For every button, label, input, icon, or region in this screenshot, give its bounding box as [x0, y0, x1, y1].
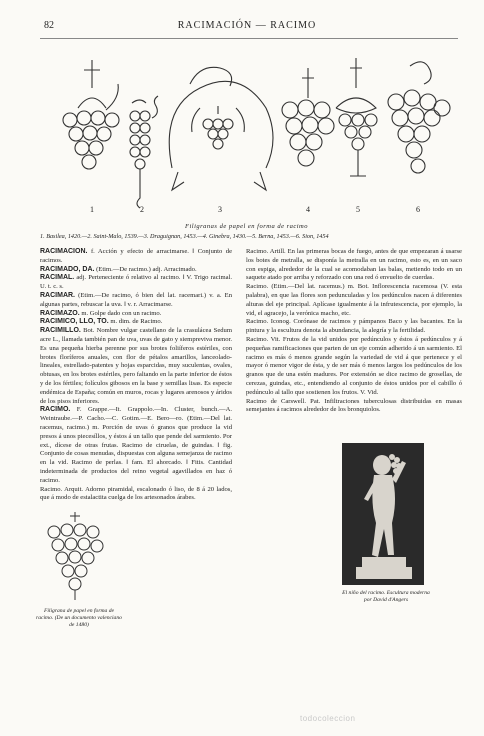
- entry-text: Racimo. Artill. En las primeras bocas de fuego, antes de que empezaran á usarse los botes de metralla, se disponía la metralla en un racimo, esto es, en un saco con espiga, alrededor de la cual se acomodaban las balas, metiendo todo en un saquete atado por arriba y reforzado con una red ó envuelto de cuerdas.: [246, 248, 462, 282]
- entry-paragraph: [40, 406, 232, 485]
- grape-watermarks-illustration: [40, 48, 460, 218]
- entry-paragraph: [40, 292, 232, 310]
- fig-number-3: 3: [218, 205, 222, 214]
- watermark-3: [169, 67, 273, 190]
- photo-caption: El niño del racimo. Escultura moderna por David d'Angers: [342, 590, 430, 603]
- small-figure-caption: Filigrana de papel en forma de racimo. (De un documento valenciano de 1480): [36, 608, 122, 628]
- fig-number-5: 5: [356, 205, 360, 214]
- entry-text: m. Golpe dado con un racimo.: [79, 309, 162, 317]
- grape-cluster-illustration: [40, 508, 110, 603]
- watermark-4: [282, 68, 334, 166]
- figure-caption: Filigranas de papel en forma de racimo: [185, 223, 308, 230]
- entry-headword: RACIMAR.: [40, 291, 75, 299]
- entry-paragraph: [40, 274, 232, 292]
- entry-text: Racimo. Vit. Frutos de la vid unidos por pedúnculos y éstos á pedúnculos y á pequeñas ramificaciones que parten de un eje común adherido á un sarmiento. El racimo es más ó menos grande según la variedad de vid á que pertenece y el mayor ó menor vigor de ésta, y de ser más ó menos largos los pedúnculos de los granos que de una estén madures. Por extensión se dice racimo de grosellas, de cerezas, guindas, etc., entendiendo al conjunto de éstos unidos por el cabillo ó pedúnculo al tallo que sostienen los frutos. V. Vid.: [246, 335, 462, 396]
- entry-text: Racimo. (Etim.—Del lat. racemus.) m. Bot. Inflorescencia racemosa (V. esta palabra), en que las flores son pedunculadas y los pedúnculos nacen á diferentes alturas del eje principal. Aplícase igualmente á la infrutescencia, por ejemplo, la vid, el agracejo, la verónica macho, etc.: [246, 283, 462, 317]
- entry-text: f. Acción y efecto de arracimarse. ‖ Conjunto de racimos.: [40, 248, 232, 264]
- entry-text: Racimo. Arquit. Adorno piramidal, escalonado ó liso, de 8 á 20 lados, que á modo de estalactita cuelga de los artesonados árabes.: [40, 485, 232, 502]
- entry-headword: RACIMADO, DA.: [40, 265, 95, 273]
- entry-text: Racimo de Carswell. Pat. Infiltraciones tuberculosas distribuidas en masas semejantes á racimos alrededor de los bronquiolos.: [246, 397, 462, 414]
- page-header: [40, 20, 454, 34]
- entry-paragraph: [40, 266, 232, 275]
- watermark-figure: [40, 48, 460, 218]
- entry-paragraph: [40, 248, 232, 266]
- watermark-5: [336, 58, 377, 176]
- entry-text: (Etim.—De racimo.) adj. Arracimado.: [94, 265, 197, 273]
- watermark-2: [130, 96, 158, 208]
- watermark-6: [388, 62, 450, 173]
- entry-paragraph: [246, 283, 462, 318]
- entry-headword: RACIMAL.: [40, 274, 75, 282]
- entry-paragraph: [40, 310, 232, 319]
- fig-number-2: 2: [140, 205, 144, 214]
- entry-text: F. Grappe.—It. Grappolo.—In. Cluster, bunch.—A. Weintraube.—P. Cacho.—C. Gotim.—E. Bero—ro. (Etim.—Del lat. racemus, racimo.) m. Porción de uvas ó granos que produce la vid presos á unos piecesíllos, y éstos á un tallo que pende del sarmiento. Por ext., dícese de otras frutas. Racimo de ciruelas, de guindas. ‖ fig. Conjunto de cosas menudas, dispuestas con alguna semejanza de racimo en la vid. Racimo de perlas. ‖ fam. El ahorcado. ‖ Fitis. Cantidad indeterminada de productos del reino vegetal agavillados en haz ó racimo.: [40, 406, 232, 484]
- fig-number-1: 1: [90, 205, 94, 214]
- entry-headword: RACIMAZO.: [40, 309, 80, 317]
- sculpture-photo: [342, 443, 424, 585]
- entry-text: Racimo. Iconog. Corónase de racimos y pámpanos Baco y las bacantes. En la pintura y la escultura denota la abundancia, la alegría y la fertilidad.: [246, 318, 462, 335]
- entry-text: adj. Perteneciente ó relativo al racimo. ‖ V. Trigo racimal. U. t. c. s.: [40, 274, 232, 291]
- entry-text: (Etim.—De racimo, ó bien del lat. racemari.) v. a. En algunas partes, rebuscar la uva. ‖ v. r. Arracimarse.: [40, 291, 232, 308]
- entry-text: m. dim. de Racimo.: [108, 318, 163, 326]
- header-rule: [40, 38, 458, 39]
- entry-headword: RACIMACIÓN.: [40, 248, 88, 255]
- fig-number-6: 6: [416, 205, 420, 214]
- entry-headword: RACIMICO, LLO, TO.: [40, 318, 109, 326]
- left-column: [40, 248, 232, 713]
- entry-paragraph: [40, 486, 232, 504]
- page-number: 82: [44, 20, 54, 31]
- fig-number-4: 4: [306, 205, 310, 214]
- small-watermark-figure: [40, 508, 110, 603]
- watermark-1: [63, 60, 119, 169]
- entry-paragraph: [246, 318, 462, 336]
- figure-legend: 1. Basilea, 1420.—2. Saint-Malo, 1539.—3. Draguignan, 1453.—4. Ginebra, 1430.—5. Berna, 1453.—6. Sion, 1454: [40, 233, 329, 240]
- watermark-text: todocoleccion: [300, 714, 356, 723]
- entry-headword: RACIMO.: [40, 406, 71, 414]
- running-title: RACIMACIÓN — RACIMO: [177, 20, 317, 31]
- child-with-grapes-statue: [342, 443, 424, 585]
- entry-paragraph: [246, 398, 462, 416]
- entry-text: Bot. Nombre vulgar castellano de la crasulácea Sedum acre L., llamada también pan de uva, uvas de gato y siempreviva menor. Es una pequeña hierba perenne por sus brotes foliíferos estériles, con brotes floríferos anuales, con flor de pétalos amarillos, lanceolado-lineales, estrellado-patentes y hojas esparcidas, muy suculentas, ovales, obtusas, en los brotes estériles, pero faltando en la parte inferior de éstos y de los fértiles; folículos gibosos en la base y semillas lisas. Es especie endémica de España; común en muros, rocas y lugares arenosos y áridos de los pisos inferiores.: [40, 327, 232, 405]
- entry-paragraph: [246, 248, 462, 283]
- entry-paragraph: [40, 327, 232, 406]
- entry-paragraph: [246, 336, 462, 398]
- entry-headword: RACIMILLO.: [40, 327, 81, 335]
- entry-paragraph: [40, 318, 232, 327]
